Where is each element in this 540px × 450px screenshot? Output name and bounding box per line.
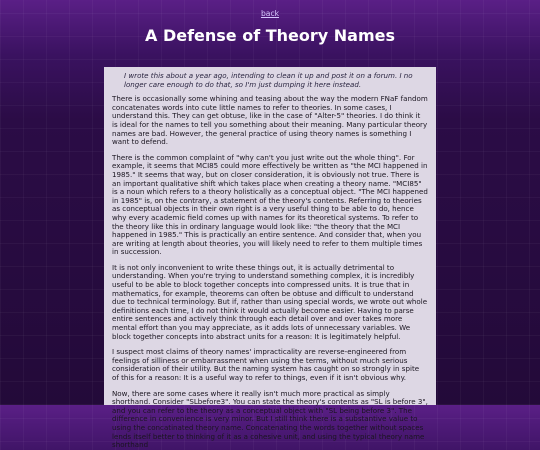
back-link[interactable]: back [260, 9, 280, 18]
page-title: A Defense of Theory Names [144, 26, 396, 45]
article-body [104, 67, 436, 450]
article-paragraph: There is the common complaint of "why can't you just write out the whole thing". For example, it seems that MCI85 could more effectively be written as "the MCI happened in 1985." It seems that way, but on closer consideration, it is obviously not true. There is an important qualitative shift which takes place when creating a theory name. "MCI85" is a noun which refers to a theory holistically as a conceptual object. "The MCI happened in 1985" is, on the contrary, a statement of the theory's contents. Referring to theories as conceptual objects in their own right is a very useful thing to be able to do, hence why every academic field comes up with names for its theoretical systems. To refer to the theory like this in ordinary language would look like: "the theory that the MCI happened in 1985." This is practically an entire sentence. And consider that, when you are writing at length about theories, you will likely need to refer to them multiple times in succession. [112, 152, 428, 257]
intro-note: I wrote this about a year ago, intending to clean it up and post it on a forum. I no longer care enough to do that, so I'm just dumping it here instead. [124, 71, 413, 89]
article-paragraph: There is occasionally some whining and teasing about the way the modern FNaF fandom concatenates words into cute little names to refer to theories. In some cases, I understand this. They can get obtuse, like in the case of "Alter-5" theories. I do think it is ideal for the names to tell you something about their meaning. Many particular theory names are bad. However, the general practice of using theory names is something I want to defend. [112, 94, 428, 147]
article-paragraph: I suspect most claims of theory names' impracticality are reverse-engineered from feelings of silliness or embarrassment when using the terms, without much serious consideration of their utility. But the naming system has caught on so strongly in spite of this for a reason: It is a useful way to refer to things, even if it isn't obvious why. [112, 347, 420, 382]
article-paragraph: Now, there are some cases where it really isn't much more practical as simply shorthand. Consider "SLbefore3". You can state the theory's contents as "SL is before 3", and you can refer to the theory as a conceptual object with "SL being before 3". The difference in convenience is very minor. But I still think there is a substantive value to using the concatinated theory name. Concatenating the words together without spaces lends itself better to thinking of it as a cohesive unit, and using the typical theory name shorthand [112, 388, 428, 450]
article-paragraph: It is not only inconvenient to write these things out, it is actually detrimental to understanding. When you're trying to understand something complex, it is incredibly useful to be able to block together concepts into compressed units. It is true that in mathematics, for example, theorems can often be obtuse and difficult to understand due to technical terminology. But if, rather than using special words, we wrote out whole definitions each time, I do not think it would actually become easier. Having to parse entire sentences and actively think through each detail over and over takes more mental effort than you may appreciate, as it adds lots of unnecessary variables. We block together concepts into abstract units for a reason: It is legitimately helpful. [112, 262, 428, 341]
